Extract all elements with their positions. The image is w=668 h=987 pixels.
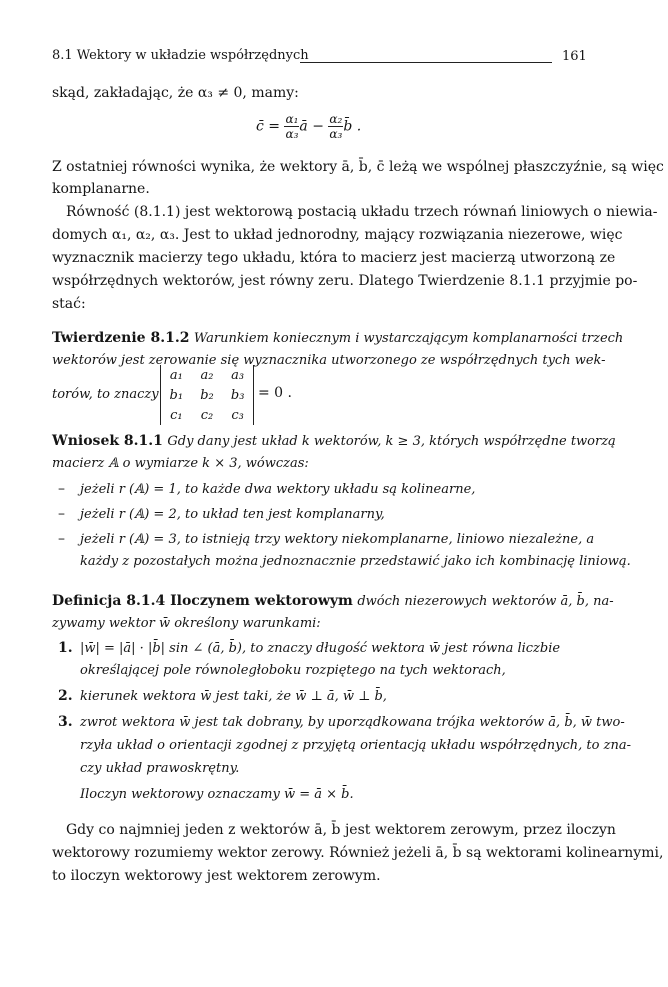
header-rule <box>300 62 552 63</box>
det-cell: b₃ <box>230 387 245 403</box>
theorem-label: Twierdzenie 8.1.2 <box>52 330 190 346</box>
para1-line2: komplanarne. <box>52 181 150 197</box>
corollary-text-1: Gdy dany jest układ k wektorów, k ≥ 3, których współrzędne tworzą <box>167 434 616 449</box>
definition-line1 <box>52 590 614 613</box>
para2-line2: domych α₁, α₂, α₃. Jest to układ jednorodny, mający rozwiązania niezerowe, więc <box>52 227 623 243</box>
item-number: 2. <box>58 688 73 704</box>
det-cell: b₁ <box>169 387 184 403</box>
determinant <box>160 365 254 425</box>
para2-line4: współrzędnych wektorów, jest równy zeru. Dlatego Twierdzenie 8.1.1 przyjmie po- <box>52 273 638 289</box>
corollary-line1 <box>52 430 616 453</box>
para1-line1: Z ostatniej równości wynika, że wektory ā, b̄, c̄ leżą we wspólnej płaszczyźnie, są więc <box>52 159 664 175</box>
formula-c <box>256 112 361 141</box>
final-line2: wektorowy rozumiemy wektor zerowy. Również jeżeli ā, b̄ są wektorami kolinearnymi, <box>52 845 664 861</box>
determinant-table <box>161 365 253 425</box>
para2-line3: wyznacznik macierzy tego układu, która to macierz jest macierzą utworzoną ze <box>52 250 616 266</box>
det-cell: a₃ <box>231 367 245 383</box>
determinant-equals: = 0 . <box>258 385 292 401</box>
definition-item-cont: czy układ prawoskrętny. <box>80 761 240 776</box>
theorem-line1 <box>52 327 624 350</box>
det-cell: c₂ <box>200 407 214 423</box>
final-line3: to iloczyn wektorowy jest wektorem zerowym. <box>52 868 381 884</box>
det-cell: c₃ <box>231 407 244 423</box>
det-cell: c₁ <box>170 407 183 423</box>
theorem-line2: wektorów jest zerowanie się wyznacznika utworzonego ze współrzędnych tych wek- <box>52 353 606 368</box>
definition-item-text: |w̄| = |ā| · |b̄| sin ∠ (ā, b̄), to znaczy długość wektora w̄ jest równa liczbie <box>80 641 561 656</box>
det-cell: a₂ <box>200 367 214 383</box>
definition-item-cont: określającej pole równoległoboku rozpiętego na tych wektorach, <box>80 663 506 678</box>
corollary-item-cont: każdy z pozostałych można jednoznacznie przedstawić jako ich kombinację liniową. <box>80 554 631 569</box>
fraction-2 <box>328 112 343 141</box>
fraction-2-num: α₂ <box>329 112 343 126</box>
definition-item-cont: rzyła układ o orientacji zgodnej z przyjętą orientacją układu współrzędnych, to zna- <box>80 738 631 753</box>
definition-item <box>58 637 584 660</box>
definition-item <box>58 685 584 708</box>
corollary-item-text: jeżeli r (𝔸) = 3, to istnieją trzy wektory niekomplanarne, liniowo niezależne, a <box>80 532 595 547</box>
corollary-item <box>52 478 584 501</box>
intro-line: skąd, zakładając, że α₃ ≠ 0, mamy: <box>52 85 299 101</box>
fraction-1 <box>284 112 299 141</box>
para2-line5: stać: <box>52 296 86 312</box>
formula-term-1: ā − <box>299 118 324 135</box>
final-line1: Gdy co najmniej jeden z wektorów ā, b̄ jest wektorem zerowym, przez iloczyn <box>66 822 616 838</box>
corollary-label: Wniosek 8.1.1 <box>52 433 163 449</box>
item-number: 1. <box>58 640 73 656</box>
definition-item-text: zwrot wektora w̄ jest tak dobrany, by uporządkowana trójka wektorów ā, b̄, w̄ two- <box>80 715 625 730</box>
fraction-1-den: α₃ <box>285 127 299 141</box>
definition-notation: Iloczyn wektorowy oznaczamy w̄ = ā × b̄. <box>80 787 354 802</box>
corollary-item-text: jeżeli r (𝔸) = 1, to każde dwa wektory układu są kolinearne, <box>80 482 476 497</box>
running-header: 8.1 Wektory w układzie współrzędnych <box>52 48 309 63</box>
theorem-line3: torów, to znaczy <box>52 387 159 402</box>
page-number: 161 <box>562 49 587 64</box>
determinant-row <box>161 405 253 425</box>
item-number: 3. <box>58 714 73 730</box>
definition-text-1: dwóch niezerowych wektorów ā, b̄, na- <box>357 594 614 609</box>
formula-lhs: c̄ = <box>256 118 281 135</box>
fraction-1-num: α₁ <box>285 112 299 126</box>
theorem-text-1: Warunkiem koniecznym i wystarczającym komplanarności trzech <box>193 331 624 346</box>
corollary-item <box>52 503 584 526</box>
formula-term-2: b̄ . <box>343 118 362 135</box>
determinant-row <box>161 365 253 385</box>
definition-item <box>58 711 625 734</box>
det-cell: b₂ <box>200 387 214 403</box>
bullet-dash: – <box>58 531 65 547</box>
bullet-dash: – <box>58 481 65 497</box>
definition-line2: zywamy wektor w̄ określony warunkami: <box>52 616 321 631</box>
fraction-2-den: α₃ <box>329 127 343 141</box>
det-cell: a₁ <box>169 367 183 383</box>
bullet-dash: – <box>58 506 65 522</box>
definition-item-text: kierunek wektora w̄ jest taki, że w̄ ⊥ ā, w̄ ⊥ b̄, <box>80 689 387 704</box>
corollary-item <box>52 528 595 551</box>
determinant-row <box>161 385 253 405</box>
definition-label: Definicja 8.1.4 Iloczynem wektorowym <box>52 593 353 609</box>
corollary-item-text: jeżeli r (𝔸) = 2, to układ ten jest komplanarny, <box>80 507 385 522</box>
para2-line1: Równość (8.1.1) jest wektorową postacią układu trzech równań liniowych o niewia- <box>66 204 658 220</box>
corollary-line2: macierz 𝔸 o wymiarze k × 3, wówczas: <box>52 456 309 471</box>
